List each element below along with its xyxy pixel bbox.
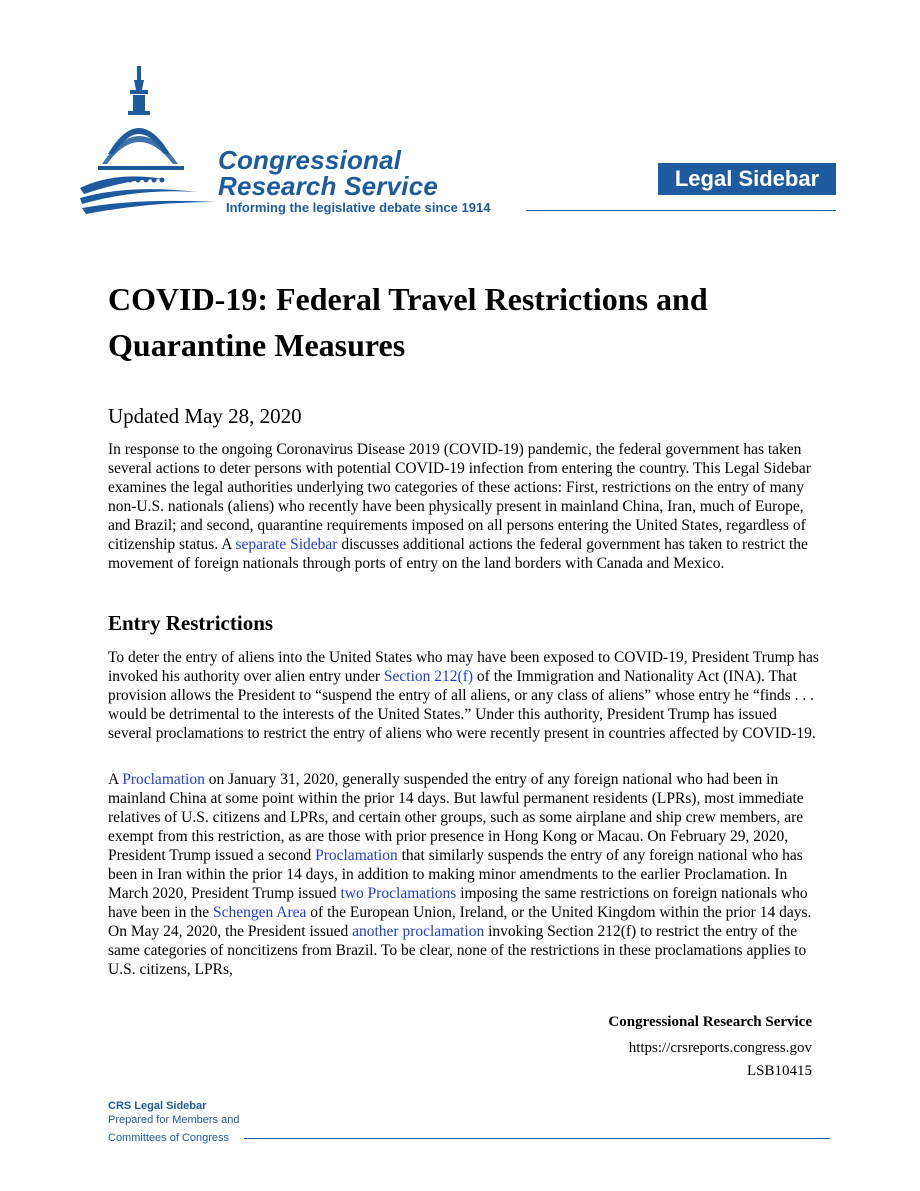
section-heading: Entry Restrictions <box>108 611 274 635</box>
two-proclamations-link[interactable]: two Proclamations <box>340 885 457 902</box>
legal-sidebar-badge: Legal Sidebar <box>658 163 836 195</box>
proclamation-link-2[interactable]: Proclamation <box>315 847 398 864</box>
p2-text-3: that similarly suspends the entry of any foreign national who has been in Iran within the prior 14 days, in addition to making minor amendments to the earlier Proclamation. In March 2020, President Trump issued <box>108 847 803 902</box>
p1-text-2: of the Immigration and Nationality Act (INA). That provision allows the President to “suspend the entry of all aliens, or any class of aliens” whose entry he “finds . . . would be detrimental to the interests of the United States.” Under this authority, President Trump has issued several proclamations to restrict the entry of aliens who were recently present in countries affected by COVID-19. <box>108 668 816 742</box>
schengen-area-link[interactable]: Schengen Area <box>213 904 307 921</box>
footer-org-name: Congressional Research Service <box>608 1014 812 1030</box>
intro-paragraph <box>108 440 820 573</box>
org-name-line2: Research Service <box>218 171 439 201</box>
proclamation-link-1[interactable]: Proclamation <box>122 771 205 788</box>
org-tagline: Informing the legislative debate since 1914 <box>226 200 491 215</box>
separate-sidebar-link[interactable]: separate Sidebar <box>235 536 338 553</box>
p2-text-1: A <box>108 771 123 788</box>
p2-text-6: invoking Section 212(f) to restrict the entry of the same categories of noncitizens from Brazil. To be clear, none of the restrictions in these proclamations applies to U.S. citizens, LPRs, <box>108 923 807 978</box>
p1-text-1: To deter the entry of aliens into the United States who may have been exposed to COVID-19, President Trump has invoked his authority over alien entry under <box>108 649 819 685</box>
p2-text-4: imposing the same restrictions on foreign nationals who have been in the <box>108 885 808 921</box>
footer-label: CRS Legal Sidebar <box>108 1100 207 1112</box>
intro-text-2: discusses additional actions the federal government has taken to restrict the movement of foreign nationals through ports of entry on the land borders with Canada and Mexico. <box>108 536 808 572</box>
footer-url[interactable]: https://crsreports.congress.gov <box>628 1040 812 1056</box>
p2-text-2: on January 31, 2020, generally suspended the entry of any foreign national who had been in mainland China at some point within the prior 14 days. But lawful permanent residents (LPRs), most immediate relatives of U.S. citizens and LPRs, and certain other groups, such as some airplane and ship crew members, are exempt from this restriction, as are those with prior presence in Hong Kong or Macau. On February 29, 2020, President Trump issued a second <box>108 771 804 864</box>
capitol-dome-icon <box>78 62 228 222</box>
section-212f-link[interactable]: Section 212(f) <box>383 668 474 685</box>
entry-paragraph-1 <box>108 648 820 743</box>
p2-text-5: of the European Union, Ireland, or the United Kingdom within the prior 14 days. On May 24, 2020, the President issued <box>108 904 812 940</box>
header-divider <box>526 210 836 211</box>
footer-prepared-line1: Prepared for Members and <box>108 1114 240 1126</box>
intro-text-1: In response to the ongoing Coronavirus Disease 2019 (COVID-19) pandemic, the federal government has taken several actions to deter persons with potential COVID-19 infection from entering the country. This Legal Sidebar examines the legal authorities underlying two categories of these actions: First, restrictions on the entry of many non-U.S. nationals (aliens) who recently have been physically present in mainland China, Iran, much of Europe, and Brazil; and second, quarantine requirements imposed on all persons entering the United States, regardless of citizenship status. A <box>108 441 811 553</box>
footer-divider <box>244 1138 830 1139</box>
entry-paragraph-2 <box>108 770 820 979</box>
updated-date: Updated May 28, 2020 <box>108 404 302 428</box>
org-name-line1: Congressional <box>218 145 402 175</box>
footer-report-id: LSB10415 <box>746 1063 812 1079</box>
document-title: COVID-19: Federal Travel Restrictions and Quarantine Measures <box>108 281 708 363</box>
another-proclamation-link[interactable]: another proclamation <box>352 923 485 940</box>
footer-prepared-line2: Committees of Congress <box>108 1132 230 1144</box>
